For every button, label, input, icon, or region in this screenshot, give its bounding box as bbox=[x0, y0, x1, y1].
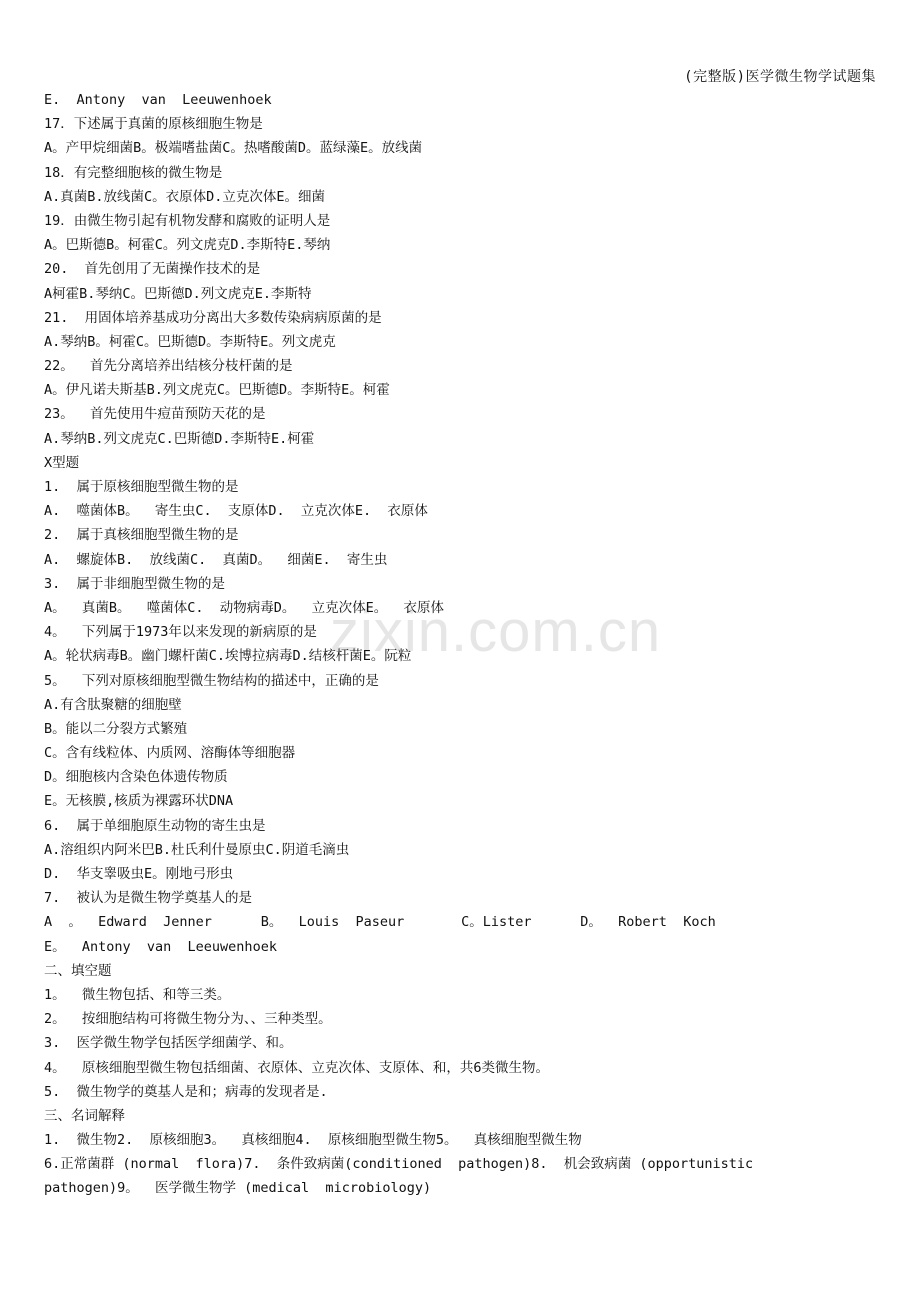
terms-line-2: 6.正常菌群 (normal flora)7. 条件致病菌(conditioned pathogen)8. 机会致病菌 (opportunistic bbox=[44, 1156, 754, 1173]
question-20-options: A柯霍B.琴纳C。巴斯德D.列文虎克E.李斯特 bbox=[44, 285, 312, 302]
question-19: 19．由微生物引起有机物发酵和腐败的证明人是 bbox=[44, 212, 331, 229]
x-question-5-option-a: A.有含肽聚糖的细胞壁 bbox=[44, 696, 182, 713]
x-question-5: 5。 下列对原核细胞型微生物结构的描述中，正确的是 bbox=[44, 672, 379, 689]
x-question-5-option-e: E。无核膜,核质为裸露环状DNA bbox=[44, 793, 234, 810]
x-question-4: 4。 下列属于1973年以来发现的新病原的是 bbox=[44, 624, 317, 641]
question-18-options: A.真菌B.放线菌C。衣原体D.立克次体E。细菌 bbox=[44, 188, 326, 205]
terms-line-3: pathogen)9。 医学微生物学 (medical microbiology) bbox=[44, 1180, 432, 1197]
x-question-5-option-d: D。细胞核内含染色体遗传物质 bbox=[44, 769, 228, 786]
fill-question-2: 2。 按细胞结构可将微生物分为、、三种类型。 bbox=[44, 1011, 332, 1028]
section-heading-fill-blank: 二、填空题 bbox=[44, 962, 112, 979]
x-question-3-options: A。 真菌B。 噬菌体C. 动物病毒D。 立克次体E。 衣原体 bbox=[44, 599, 445, 616]
x-question-2: 2. 属于真核细胞型微生物的是 bbox=[44, 527, 239, 544]
question-23-options: A.琴纳B.列文虎克C.巴斯德D.李斯特E.柯霍 bbox=[44, 430, 315, 447]
terms-line-1: 1. 微生物2. 原核细胞3。 真核细胞4. 原核细胞型微生物5。 真核细胞型微生物 bbox=[44, 1132, 582, 1149]
section-heading-x-type: X型题 bbox=[44, 454, 80, 471]
x-question-2-options: A. 螺旋体B. 放线菌C. 真菌D。 细菌E. 寄生虫 bbox=[44, 551, 388, 568]
x-question-4-options: A。轮状病毒B。幽门螺杆菌C.埃博拉病毒D.结核杆菌E。阮粒 bbox=[44, 648, 412, 665]
document-header-title: (完整版)医学微生物学试题集 bbox=[684, 69, 876, 85]
question-22-options: A。伊凡诺夫斯基B.列文虎克C。巴斯德D。李斯特E。柯霍 bbox=[44, 382, 390, 399]
x-question-1: 1. 属于原核细胞型微生物的是 bbox=[44, 479, 239, 495]
watermark-text: zixin.com.cn bbox=[330, 599, 662, 664]
x-question-6: 6. 属于单细胞原生动物的寄生虫是 bbox=[44, 817, 266, 834]
x-question-7: 7. 被认为是微生物学奠基人的是 bbox=[44, 890, 253, 907]
section-heading-terms: 三、名词解释 bbox=[44, 1107, 125, 1124]
question-20: 20. 首先创用了无菌操作技术的是 bbox=[44, 261, 261, 278]
x-question-6-options-1: A.溶组织内阿米巴B.杜氏利什曼原虫C.阴道毛滴虫 bbox=[44, 841, 350, 858]
x-question-7-options-1: A 。 Edward Jenner B。 Louis Paseur C。Lister D。 Robert Koch bbox=[44, 914, 716, 931]
question-21-options: A.琴纳B。柯霍C。巴斯德D。李斯特E。列文虎克 bbox=[44, 333, 336, 350]
x-question-6-options-2: D. 华支睾吸虫E。刚地弓形虫 bbox=[44, 866, 234, 882]
fill-question-5: 5. 微生物学的奠基人是和；病毒的发现者是. bbox=[44, 1083, 328, 1100]
x-question-1-options: A. 噬菌体B。 寄生虫C. 支原体D. 立克次体E. 衣原体 bbox=[44, 503, 428, 520]
fill-question-4: 4。 原核细胞型微生物包括细菌、衣原体、立克次体、支原体、和，共6类微生物。 bbox=[44, 1059, 550, 1076]
x-question-3: 3. 属于非细胞型微生物的是 bbox=[44, 575, 226, 592]
question-19-options: A。巴斯德B。柯霍C。列文虎克D.李斯特E.琴纳 bbox=[44, 237, 331, 254]
question-21: 21. 用固体培养基成功分离出大多数传染病病原菌的是 bbox=[44, 309, 382, 326]
question-18: 18．有完整细胞核的微生物是 bbox=[44, 164, 223, 181]
question-22: 22。 首先分离培养出结核分枝杆菌的是 bbox=[44, 358, 293, 375]
x-question-5-option-b: B。能以二分裂方式繁殖 bbox=[44, 720, 188, 737]
question-23: 23。 首先使用牛痘苗预防天花的是 bbox=[44, 406, 266, 423]
fill-question-3: 3. 医学微生物学包括医学细菌学、和。 bbox=[44, 1035, 293, 1052]
question-17-options: A。产甲烷细菌B。极端嗜盐菌C。热嗜酸菌D。蓝绿藻E。放线菌 bbox=[44, 140, 423, 157]
question-17: 17．下述属于真菌的原核细胞生物是 bbox=[44, 116, 263, 133]
x-question-7-options-2: E。 Antony van Leeuwenhoek bbox=[44, 938, 277, 955]
x-question-5-option-c: C。含有线粒体、内质网、溶酶体等细胞器 bbox=[44, 745, 296, 762]
text-line: E. Antony van Leeuwenhoek bbox=[44, 92, 272, 108]
fill-question-1: 1。 微生物包括、和等三类。 bbox=[44, 986, 231, 1003]
document-body bbox=[44, 88, 884, 1201]
